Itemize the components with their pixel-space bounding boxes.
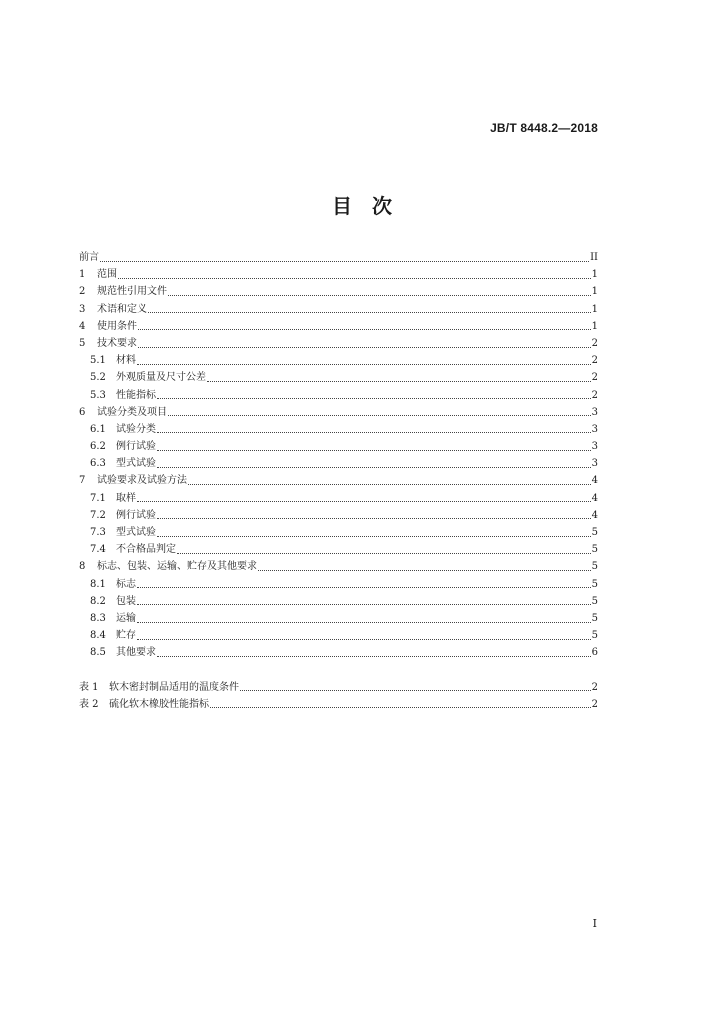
toc-entry[interactable] xyxy=(79,627,598,644)
entry-page-number: 1 xyxy=(591,286,598,298)
entry-number: 1 xyxy=(79,269,86,281)
entry-label: 其他要求 xyxy=(116,647,156,659)
entry-number: 8.4 xyxy=(90,630,106,642)
toc-entry[interactable] xyxy=(79,283,598,300)
toc-entry[interactable] xyxy=(79,610,598,627)
dot-leader xyxy=(138,346,591,348)
entry-page-number: 5 xyxy=(591,561,598,573)
entry-label: 标志 xyxy=(116,578,136,590)
page-number: I xyxy=(592,917,597,930)
entry-label: 贮存 xyxy=(116,630,136,642)
entry-number: 5 xyxy=(79,337,86,349)
entry-label: 试验分类及项目 xyxy=(97,406,167,418)
entry-number: 6 xyxy=(79,406,86,418)
entry-label: 例行试验 xyxy=(116,509,156,521)
entry-page-number: 5 xyxy=(591,595,598,607)
dot-leader xyxy=(138,328,591,330)
dot-leader xyxy=(157,655,591,657)
entry-number: 7.4 xyxy=(90,544,106,556)
toc-entry[interactable] xyxy=(79,301,598,318)
toc-entry[interactable] xyxy=(79,507,598,524)
entry-page-number: 2 xyxy=(591,337,598,349)
dot-leader xyxy=(157,431,591,433)
entry-page-number: 3 xyxy=(591,458,598,470)
section-gap xyxy=(79,662,598,679)
dot-leader xyxy=(168,414,591,416)
dot-leader xyxy=(258,569,591,571)
entry-number: 5.1 xyxy=(90,355,106,367)
entry-page-number: 3 xyxy=(591,406,598,418)
entry-label: 型式试验 xyxy=(116,458,156,470)
entry-page-number: 2 xyxy=(591,372,598,384)
toc-entry[interactable] xyxy=(79,266,598,283)
entry-label: 运输 xyxy=(116,612,136,624)
entry-page-number: 2 xyxy=(591,681,598,693)
toc-entry[interactable] xyxy=(79,387,598,404)
entry-label: 试验要求及试验方法 xyxy=(97,475,187,487)
entry-label: 前言 xyxy=(79,252,99,263)
toc-entry[interactable] xyxy=(79,576,598,593)
entry-page-number: 5 xyxy=(591,527,598,538)
dot-leader xyxy=(157,449,591,451)
toc-entry[interactable] xyxy=(79,369,598,386)
entry-page-number: 2 xyxy=(591,389,598,401)
toc-entry[interactable] xyxy=(79,593,598,610)
entry-page-number: 4 xyxy=(591,475,598,487)
dot-leader xyxy=(137,638,591,640)
dot-leader xyxy=(207,380,591,382)
entry-label: 例行试验 xyxy=(116,441,156,453)
toc-entry[interactable] xyxy=(79,644,598,661)
dot-leader xyxy=(177,552,591,554)
dot-leader xyxy=(100,260,589,262)
entry-page-number: 6 xyxy=(591,647,598,659)
entry-label: 范围 xyxy=(97,269,117,281)
entry-page-number: 3 xyxy=(591,423,598,435)
entry-label: 包装 xyxy=(116,595,136,607)
entry-page-number: 3 xyxy=(591,441,598,453)
entry-page-number: 2 xyxy=(591,698,598,710)
toc-entry[interactable] xyxy=(79,558,598,575)
entry-number: 6.1 xyxy=(90,423,106,435)
toc-entry[interactable] xyxy=(79,335,598,352)
entry-page-number: 1 xyxy=(591,320,598,332)
entry-number: 3 xyxy=(79,303,86,315)
dot-leader xyxy=(210,706,591,708)
entry-number: 4 xyxy=(79,320,86,332)
entry-page-number: 4 xyxy=(591,492,598,504)
entry-number: 5.3 xyxy=(90,389,106,401)
entry-page-number: II xyxy=(590,252,598,263)
dot-leader xyxy=(157,517,591,519)
entry-number: 8.2 xyxy=(90,595,106,607)
entry-number: 8.1 xyxy=(90,578,106,590)
entry-page-number: 5 xyxy=(591,544,598,556)
toc-entry[interactable] xyxy=(79,318,598,335)
entry-number: 8 xyxy=(79,561,86,573)
entry-page-number: 5 xyxy=(591,578,598,590)
entry-label: 使用条件 xyxy=(97,320,137,332)
entry-page-number: 1 xyxy=(591,269,598,281)
entry-label: 型式试验 xyxy=(116,527,156,538)
standard-code: JB/T 8448.2—2018 xyxy=(490,121,598,135)
dot-leader xyxy=(137,500,591,502)
entry-number: 8.5 xyxy=(90,647,106,659)
table-of-contents xyxy=(79,249,598,713)
entry-number: 7 xyxy=(79,475,86,487)
entry-label: 标志、包装、运输、贮存及其他要求 xyxy=(97,561,257,573)
entry-number: 表 2 xyxy=(79,698,99,710)
entry-label: 软木密封制品适用的温度条件 xyxy=(109,681,239,693)
entry-label: 硫化软木橡胶性能指标 xyxy=(109,698,209,710)
entry-page-number: 5 xyxy=(591,612,598,624)
dot-leader xyxy=(137,586,591,588)
entry-page-number: 2 xyxy=(591,355,598,367)
toc-entry[interactable] xyxy=(79,404,598,421)
entry-number: 表 1 xyxy=(79,681,99,693)
dot-leader xyxy=(157,466,591,468)
entry-label: 不合格品判定 xyxy=(116,544,176,556)
entry-number: 5.2 xyxy=(90,372,106,384)
entry-label: 术语和定义 xyxy=(97,303,147,315)
entry-page-number: 5 xyxy=(591,630,598,642)
dot-leader xyxy=(157,397,591,399)
entry-label: 技术要求 xyxy=(97,337,137,349)
dot-leader xyxy=(118,277,591,279)
dot-leader xyxy=(137,603,591,605)
entry-number: 7.1 xyxy=(90,492,106,504)
dot-leader xyxy=(148,311,591,313)
entry-label: 外观质量及尺寸公差 xyxy=(116,372,206,384)
entry-label: 试验分类 xyxy=(116,423,156,435)
entry-label: 取样 xyxy=(116,492,136,504)
dot-leader xyxy=(168,294,591,296)
dot-leader xyxy=(137,363,591,365)
toc-entry[interactable] xyxy=(79,249,598,266)
toc-entry-list xyxy=(79,249,598,662)
toc-entry[interactable] xyxy=(79,472,598,489)
entry-number: 6.3 xyxy=(90,458,106,470)
entry-number: 8.3 xyxy=(90,612,106,624)
entry-page-number: 4 xyxy=(591,509,598,521)
entry-label: 性能指标 xyxy=(116,389,156,401)
entry-number: 2 xyxy=(79,286,86,298)
toc-entry[interactable] xyxy=(79,352,598,369)
toc-entry[interactable] xyxy=(79,541,598,558)
entry-label: 规范性引用文件 xyxy=(97,286,167,298)
dot-leader xyxy=(240,689,591,691)
toc-entry[interactable] xyxy=(79,438,598,455)
entry-number: 7.3 xyxy=(90,527,106,538)
dot-leader xyxy=(157,535,591,537)
entry-number: 7.2 xyxy=(90,509,106,521)
toc-entry[interactable] xyxy=(79,421,598,438)
entry-page-number: 1 xyxy=(591,303,598,315)
table-entry[interactable] xyxy=(79,679,598,696)
toc-entry[interactable] xyxy=(79,455,598,472)
toc-entry[interactable] xyxy=(79,490,598,507)
table-list xyxy=(79,679,598,713)
entry-number: 6.2 xyxy=(90,441,106,453)
page-title: 目 次 xyxy=(332,194,392,218)
entry-label: 材料 xyxy=(116,355,136,367)
toc-entry[interactable] xyxy=(79,524,598,541)
dot-leader xyxy=(188,483,591,485)
table-entry[interactable] xyxy=(79,696,598,713)
dot-leader xyxy=(137,621,591,623)
